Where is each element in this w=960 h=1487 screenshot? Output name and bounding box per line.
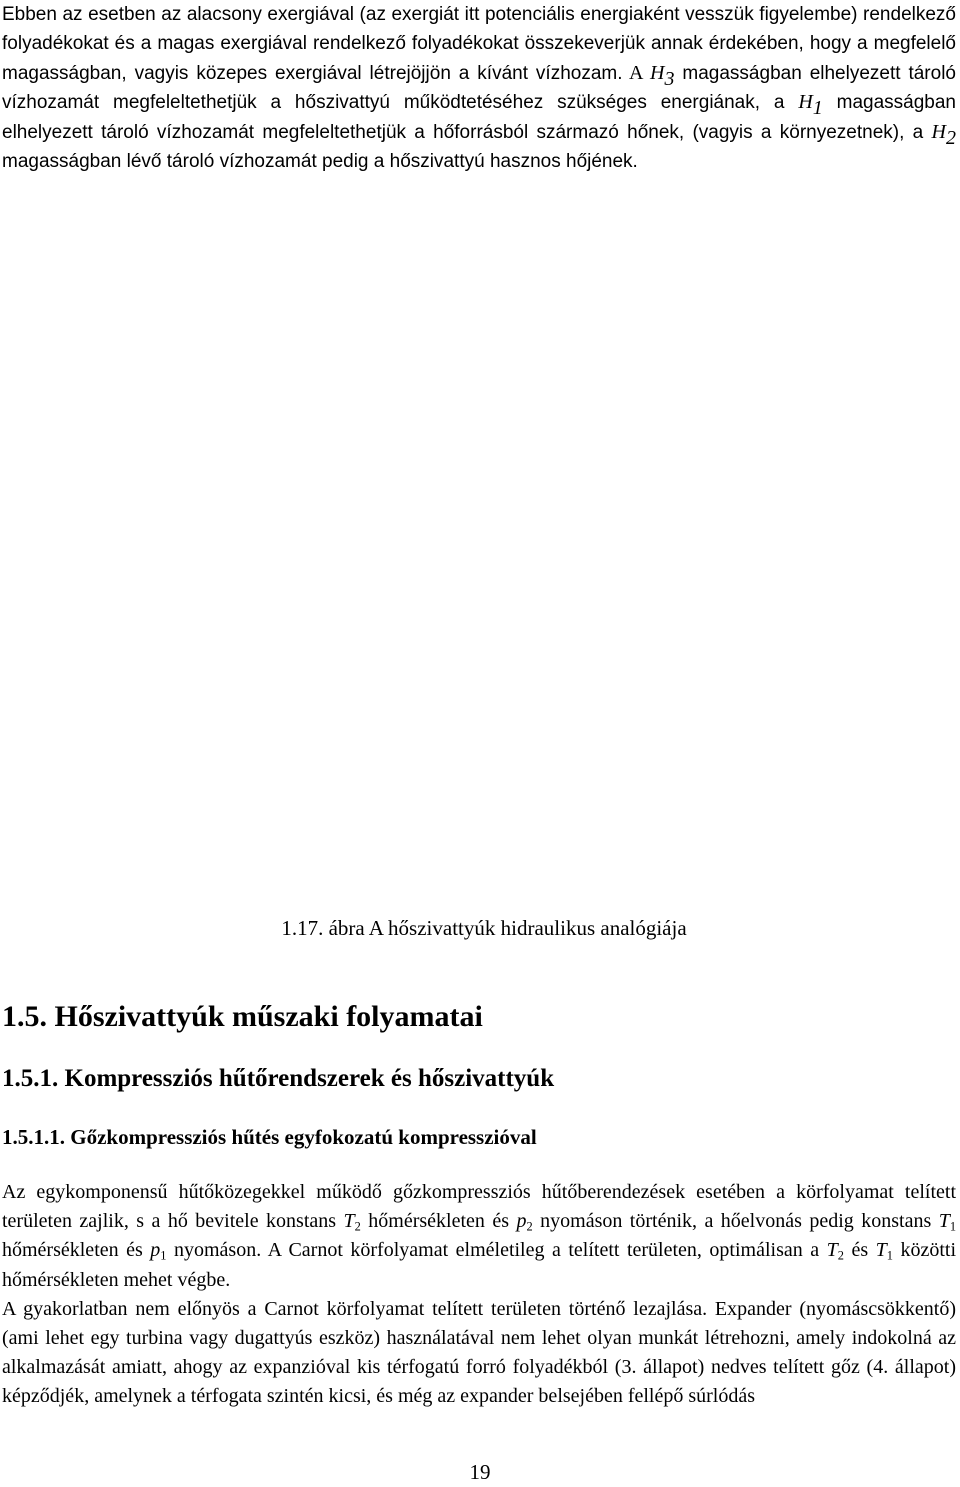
body-text-g: közötti hőmérsékleten mehet végbe.	[2, 1239, 957, 1291]
body-text-b: hőmérsékleten és	[360, 1210, 517, 1233]
intro-paragraph	[2, 0, 956, 176]
subsubsection-heading: 1.5.1.1. Gőzkompressziós hűtés egyfokozatú kompresszióval	[2, 1125, 537, 1149]
subscript-3: 3	[664, 67, 675, 90]
body-text-e: nyomáson. A Carnot körfolyamat elméletileg a telített területen, optimálisan a	[166, 1239, 827, 1262]
body-text-c: nyomáson történik, a hőelvonás pedig konstans	[532, 1210, 939, 1233]
intro-text-c: magasságban elhelyezett tároló vízhozamát megfeleltethetjük a hőszivattyú működtetéséhez szükséges energiának, a	[2, 62, 956, 114]
subscript-p2: 2	[526, 1219, 533, 1234]
body-paragraph-2: A gyakorlatban nem előnyös a Carnot körfolyamat telített területen történő lezajlása. Expander (nyomáscsökkentő) (ami lehet egy turbina vagy dugattyús eszköz) használatával nem lehet olyan munkát létrehozni, amely indokolná az alkalmazását amiatt, ahogy az expanzióval kis térfogatú forró folyadékból (3. állapot) nedves telített gőz (4. állapot) képződjék, amelynek a térfogata szintén kicsi, és még az expander belsejében fellépő súrlódás	[2, 1297, 956, 1408]
symbol-h1: H	[798, 91, 813, 114]
intro-text-d: magasságban elhelyezett tároló vízhozamát megfeleltethetjük a hőforrásból származó hőnek, (vagyis a környezetnek), a	[2, 92, 956, 143]
section-heading: 1.5. Hőszivattyúk műszaki folyamatai	[2, 1000, 483, 1033]
intro-text-b: A	[622, 61, 651, 84]
intro-text-e: magasságban lévő tároló vízhozamát pedig a hőszivattyú hasznos hőjének.	[2, 151, 638, 173]
page-number: 19	[469, 1460, 491, 1484]
subsection-heading: 1.5.1. Kompressziós hűtőrendszerek és hőszivattyúk	[2, 1065, 555, 1092]
subscript-t2: 2	[354, 1219, 361, 1234]
symbol-t1: T	[938, 1210, 950, 1233]
body-text	[2, 1178, 956, 1412]
symbol-h2: H	[931, 120, 946, 143]
subscript-t2b: 2	[837, 1249, 844, 1264]
subscript-t1: 1	[949, 1219, 957, 1234]
symbol-t2b: T	[826, 1239, 838, 1262]
subscript-1: 1	[812, 97, 823, 120]
symbol-t1b: T	[875, 1239, 887, 1262]
symbol-t2: T	[343, 1210, 355, 1233]
figure-placeholder	[0, 240, 960, 910]
subscript-2: 2	[946, 126, 956, 149]
symbol-p2: p	[516, 1210, 527, 1233]
figure-caption: 1.17. ábra A hőszivattyúk hidraulikus analógiája	[281, 916, 687, 940]
subscript-p1: 1	[160, 1249, 167, 1264]
intro-text-a: Ebben az esetben az alacsony exergiával (az exergiát itt potenciális energiaként vesszük figyelembe) rendelkező folyadékokat és a magas exergiával rendelkező folyadékokat összekeverjük annak érdekében, hogy a megfelelő magasságban, vagyis közepes exergiával létrejöjjön a kívánt vízhozam.	[2, 4, 956, 84]
body-paragraph-1	[2, 1178, 956, 1295]
body-text-f: és	[843, 1239, 876, 1262]
symbol-p1: p	[150, 1239, 161, 1262]
subscript-t1b: 1	[886, 1249, 893, 1264]
body-text-d: hőmérsékleten és	[2, 1239, 151, 1262]
body-text-a: Az egykomponensű hűtőközegekkel működő gőzkompressziós hűtőberendezések esetében a körfolyamat telített területen zajlik, s a hő bevitele konstans	[2, 1181, 956, 1233]
symbol-h3: H	[650, 61, 665, 84]
